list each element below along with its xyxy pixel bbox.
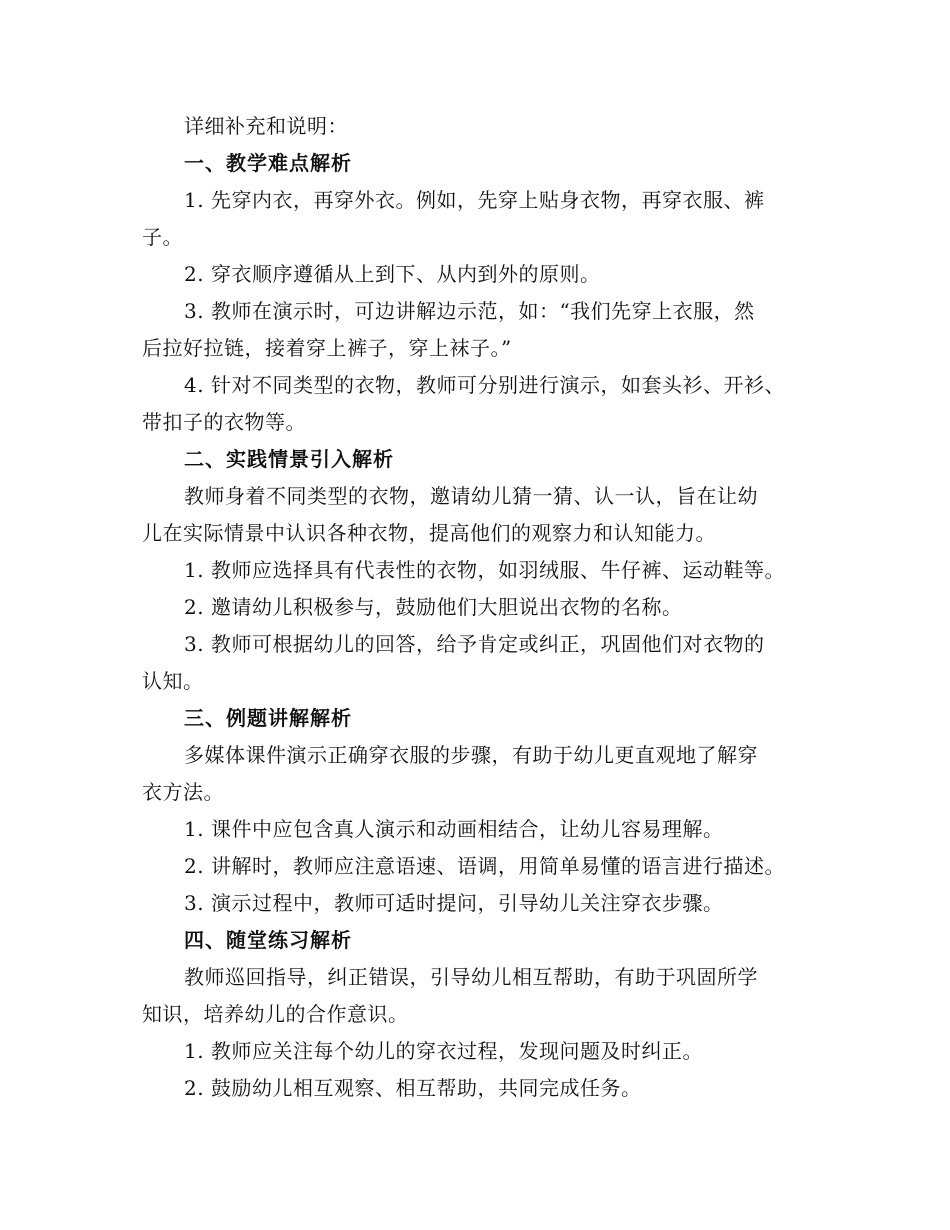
document-body	[142, 108, 812, 1107]
paragraph-line: 多媒体课件演示正确穿衣服的步骤，有助于幼儿更直观地了解穿	[184, 743, 758, 767]
paragraph-line: 2. 鼓励幼儿相互观察、相互帮助，共同完成任务。	[184, 1076, 642, 1100]
paragraph-line: 衣方法。	[142, 780, 224, 804]
paragraph-line: 子。	[142, 225, 183, 249]
paragraph-line: 1. 教师应关注每个幼儿的穿衣过程，发现问题及时纠正。	[184, 1039, 703, 1063]
paragraph-line: 1. 先穿内衣，再穿外衣。例如，先穿上贴身衣物，再穿衣服、裤	[184, 188, 765, 212]
paragraph-line: 4. 针对不同类型的衣物，教师可分别进行演示，如套头衫、开衫、	[184, 373, 785, 397]
paragraph-line: 3. 教师在演示时，可边讲解边示范，如：“我们先穿上衣服，然	[184, 299, 755, 323]
paragraph-line: 1. 教师应选择具有代表性的衣物，如羽绒服、牛仔裤、运动鞋等。	[184, 558, 785, 582]
paragraph-line: 2. 邀请幼儿积极参与，鼓励他们大胆说出衣物的名称。	[184, 595, 683, 619]
section-heading: 四、随堂练习解析	[184, 928, 352, 952]
section-heading: 一、教学难点解析	[184, 151, 352, 175]
paragraph-line: 2. 讲解时，教师应注意语速、语调，用简单易懂的语言进行描述。	[184, 854, 785, 878]
paragraph-line: 后拉好拉链，接着穿上裤子，穿上袜子。”	[142, 336, 512, 360]
paragraph-line: 3. 演示过程中，教师可适时提问，引导幼儿关注穿衣步骤。	[184, 891, 724, 915]
paragraph-line: 1. 课件中应包含真人演示和动画相结合，让幼儿容易理解。	[184, 817, 724, 841]
intro-text: 详细补充和说明：	[184, 114, 348, 138]
paragraph-line: 教师身着不同类型的衣物，邀请幼儿猜一猜、认一认，旨在让幼	[184, 484, 758, 508]
paragraph-line: 3. 教师可根据幼儿的回答，给予肯定或纠正，巩固他们对衣物的	[184, 632, 765, 656]
paragraph-line: 带扣子的衣物等。	[142, 410, 306, 434]
paragraph-line: 知识，培养幼儿的合作意识。	[142, 1002, 409, 1026]
paragraph-line: 儿在实际情景中认识各种衣物，提高他们的观察力和认知能力。	[142, 521, 716, 545]
section-heading: 二、实践情景引入解析	[184, 447, 394, 471]
section-heading: 三、例题讲解解析	[184, 706, 352, 730]
paragraph-line: 2. 穿衣顺序遵循从上到下、从内到外的原则。	[184, 262, 601, 286]
paragraph-line: 教师巡回指导，纠正错误，引导幼儿相互帮助，有助于巩固所学	[184, 965, 758, 989]
paragraph-line: 认知。	[142, 669, 204, 693]
